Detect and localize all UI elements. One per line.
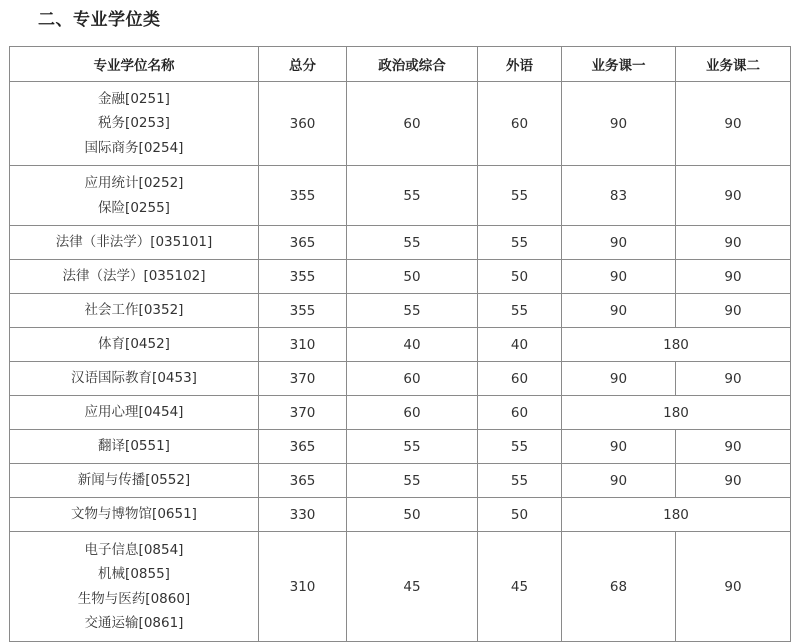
table-row	[10, 260, 791, 294]
course-2-score-cell: 90	[676, 362, 791, 396]
degree-name: 交通运输[0861]	[84, 615, 184, 631]
degree-name-cell	[10, 226, 259, 260]
total-score-cell: 310	[259, 532, 347, 642]
degree-name-cell	[10, 362, 259, 396]
table-row	[10, 166, 791, 226]
total-score-cell: 355	[259, 294, 347, 328]
politics-score-cell: 60	[347, 82, 478, 166]
total-score-cell: 355	[259, 166, 347, 226]
politics-score-cell: 55	[347, 226, 478, 260]
politics-score-cell: 55	[347, 166, 478, 226]
politics-score-cell: 50	[347, 260, 478, 294]
table-row	[10, 532, 791, 642]
total-score-cell: 360	[259, 82, 347, 166]
table-header-row	[10, 47, 791, 82]
table-row	[10, 430, 791, 464]
table-row	[10, 396, 791, 430]
language-score-cell: 60	[478, 396, 562, 430]
degree-name: 税务[0253]	[98, 115, 170, 132]
politics-score-cell: 55	[347, 430, 478, 464]
course-1-score-cell: 83	[562, 166, 676, 226]
degree-name: 电子信息[0854]	[84, 541, 184, 558]
course-2-score-cell: 90	[676, 532, 791, 642]
language-score-cell: 60	[478, 362, 562, 396]
politics-score-cell: 45	[347, 532, 478, 642]
course-1-score-cell: 90	[562, 362, 676, 396]
table-row	[10, 464, 791, 498]
degree-name-cell	[10, 430, 259, 464]
table-row	[10, 82, 791, 166]
course-1-score-cell: 90	[562, 430, 676, 464]
degree-name: 社会工作[0352]	[84, 302, 184, 319]
course-2-score-cell: 90	[676, 464, 791, 498]
degree-name-cell	[10, 498, 259, 532]
language-score-cell: 40	[478, 328, 562, 362]
course-1-score-cell: 90	[562, 294, 676, 328]
language-score-cell: 55	[478, 430, 562, 464]
table-row	[10, 294, 791, 328]
course-1-score-cell: 90	[562, 260, 676, 294]
degree-name: 新闻与传播[0552]	[77, 472, 191, 489]
header-language: 外语	[478, 47, 562, 82]
degree-name: 国际商务[0254]	[84, 139, 184, 156]
language-score-cell: 55	[478, 226, 562, 260]
degree-name: 法律（法学）[035102]	[62, 268, 206, 285]
course-2-score-cell: 90	[676, 82, 791, 166]
politics-score-cell: 60	[347, 362, 478, 396]
course-1-score-cell: 90	[562, 464, 676, 498]
total-score-cell: 365	[259, 464, 347, 498]
degree-name-cell	[10, 328, 259, 362]
header-politics: 政治或综合	[347, 47, 478, 82]
table-row	[10, 362, 791, 396]
table-row	[10, 226, 791, 260]
course-1-score-cell: 68	[562, 532, 676, 642]
degree-name: 法律（非法学）[035101]	[55, 234, 213, 251]
politics-score-cell: 50	[347, 498, 478, 532]
degree-name-cell	[10, 464, 259, 498]
degree-name-cell	[10, 166, 259, 226]
politics-score-cell: 55	[347, 464, 478, 498]
header-course-1: 业务课一	[562, 47, 676, 82]
header-degree-name: 专业学位名称	[10, 47, 259, 82]
total-score-cell: 370	[259, 362, 347, 396]
language-score-cell: 45	[478, 532, 562, 642]
total-score-cell: 355	[259, 260, 347, 294]
language-score-cell: 55	[478, 464, 562, 498]
language-score-cell: 60	[478, 82, 562, 166]
table-body	[10, 82, 791, 642]
degree-name-cell	[10, 260, 259, 294]
header-course-2: 业务课二	[676, 47, 791, 82]
language-score-cell: 50	[478, 260, 562, 294]
language-score-cell: 55	[478, 166, 562, 226]
language-score-cell: 50	[478, 498, 562, 532]
degree-name: 机械[0855]	[98, 566, 170, 582]
total-score-cell: 370	[259, 396, 347, 430]
course-2-score-cell: 90	[676, 226, 791, 260]
degree-name: 应用统计[0252]	[84, 175, 184, 191]
course-1-score-cell: 90	[562, 82, 676, 166]
degree-name: 应用心理[0454]	[84, 404, 184, 421]
course-2-score-cell: 90	[676, 430, 791, 464]
degree-name: 生物与医药[0860]	[77, 590, 191, 607]
table-row	[10, 328, 791, 362]
degree-name: 文物与博物馆[0651]	[71, 506, 197, 523]
course-2-score-cell: 90	[676, 260, 791, 294]
degree-name-cell	[10, 532, 259, 642]
degree-name: 汉语国际教育[0453]	[71, 370, 197, 387]
section-title: 二、专业学位类	[38, 10, 161, 30]
degree-name-cell	[10, 294, 259, 328]
degree-name: 金融[0251]	[98, 90, 170, 107]
table-row	[10, 498, 791, 532]
degree-name: 体育[0452]	[98, 336, 170, 353]
politics-score-cell: 40	[347, 328, 478, 362]
course-2-score-cell: 90	[676, 166, 791, 226]
politics-score-cell: 60	[347, 396, 478, 430]
score-table	[9, 46, 791, 642]
language-score-cell: 55	[478, 294, 562, 328]
degree-name: 翻译[0551]	[98, 438, 170, 455]
total-score-cell: 330	[259, 498, 347, 532]
header-total: 总分	[259, 47, 347, 82]
degree-name-cell	[10, 396, 259, 430]
combined-course-score-cell: 180	[562, 396, 791, 430]
total-score-cell: 365	[259, 430, 347, 464]
degree-name-cell	[10, 82, 259, 166]
politics-score-cell: 55	[347, 294, 478, 328]
combined-course-score-cell: 180	[562, 498, 791, 532]
degree-name: 保险[0255]	[98, 199, 170, 216]
total-score-cell: 310	[259, 328, 347, 362]
course-1-score-cell: 90	[562, 226, 676, 260]
course-2-score-cell: 90	[676, 294, 791, 328]
total-score-cell: 365	[259, 226, 347, 260]
combined-course-score-cell: 180	[562, 328, 791, 362]
